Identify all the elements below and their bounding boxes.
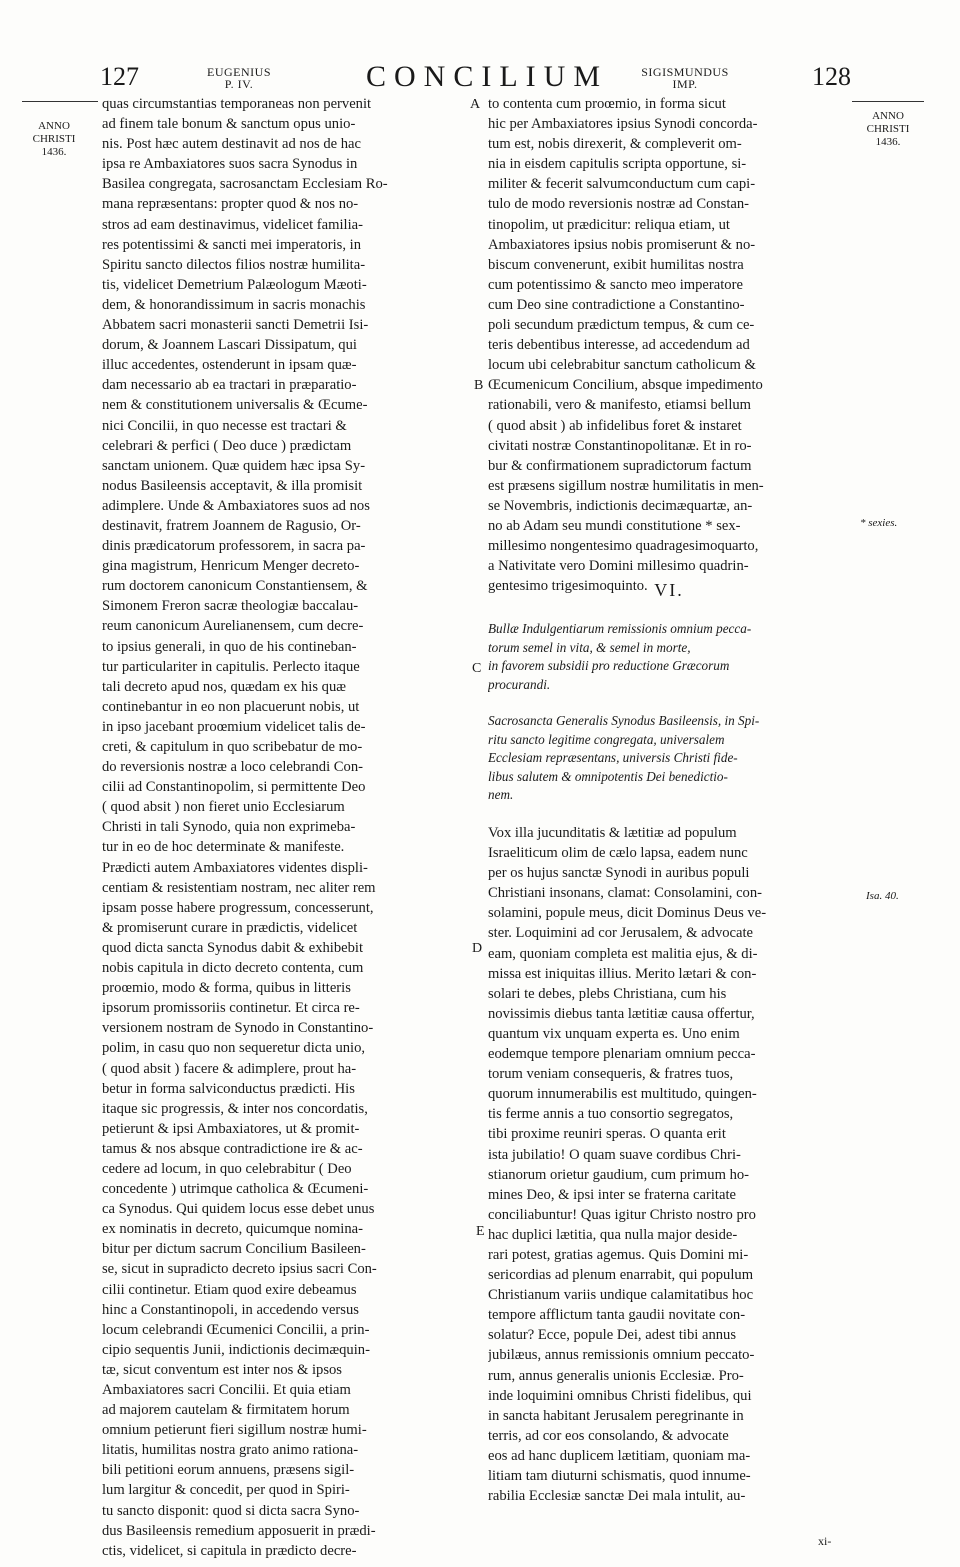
anno-label: ANNO [872,110,904,122]
text-line: Œcumenicum Concilium, absque impedimento [488,377,763,394]
text-line: dam necessario ab ea tractari in præparatio- [102,377,357,394]
text-line: Simonem Freron sacræ theologiæ baccalau- [102,598,359,615]
text-line: litatis, humilitas nostra grato animo rationa- [102,1442,359,1459]
text-line: tur in eo de hoc determinate & manifeste. [102,839,345,856]
left-margin-rule [22,101,98,102]
text-line: se, sicut in supradicto decreto ipsius sacri Con- [102,1261,377,1278]
text-line: quod dicta sancta Synodus dabit & exhibebit [102,939,364,956]
text-line: hinc a Constantinopoli, in accedendo versus [102,1301,359,1318]
text-line: stianorum orietur gaudium, cum primum ho- [488,1166,750,1183]
year-label: 1436. [875,136,901,148]
text-line: terris, ad cor eos consolando, & advocate [488,1427,729,1444]
year-label: 1436. [41,146,67,158]
text-line: rationabili, vero & manifesto, etiamsi bellum [488,397,752,414]
text-line: ex nominatis in decreto, quicumque nomina- [102,1221,363,1238]
section-letter-d: D [472,941,483,956]
bull-title [488,620,850,694]
text-line: ad majorem cautelam & firmitatem horum [102,1402,350,1419]
text-line: illuc accedentes, ostenderunt in ipsam quæ- [102,357,357,374]
text-line: ( quod absit ) ab infidelibus foret & instaret [488,417,742,434]
text-line: tulo de modo reversionis nostræ ad Constan- [488,196,750,213]
text-line: destinavit, fratrem Joannem de Ragusio, Or- [102,517,361,534]
text-line: nia in eisdem capitulis scripta opportune, si- [488,156,747,173]
text-line: teris debentibus interesse, ad accedendum ad [488,337,750,354]
text-line: ( quod absit ) facere & adimplere, prout ha- [102,1060,357,1077]
bull-address [488,712,850,805]
text-line: omnium petierunt fieri sigillum nostræ humi- [102,1422,367,1439]
text-line: missa est iniquitas illius. Merito lætari & con- [488,965,757,982]
text-line: tamus & nos absque contradictione ire & ac- [102,1140,363,1157]
text-line: continebantur in eo non placuerunt nobis, ut [102,698,360,715]
text-line: solamini, popule meus, dicit Dominus Deus ve- [488,905,767,922]
christi-label: CHRISTI [32,133,76,145]
text-line: ( quod absit ) non fieret unio Ecclesiarum [102,799,345,816]
running-head-emperor: SIGISMUNDUS [641,65,729,79]
text-line: dus Basileensis remedium apposuerit in prædi- [102,1522,376,1539]
text-line: nem & constitutionem universalis & Œcume- [102,397,368,414]
catchword: xi- [818,1534,832,1548]
text-line: quantum vix unquam experta es. Uno enim [488,1025,740,1042]
text-line: to contenta cum proœmio, in forma sicut [488,96,726,112]
text-line: bitur per dictum sacrum Concilium Basileen- [102,1241,366,1258]
text-line: Vox illa jucunditatis & lætitiæ ad populum [488,825,737,841]
text-line: Ambaxiatores ipsius nobis promiserunt & no- [488,236,756,253]
text-line: rum, annus generalis unionis Ecclesiæ. Pro- [488,1367,744,1384]
text-line: torum veniam consequeris, & fratres tuos, [488,1066,734,1083]
text-line: solari te debes, plebs Christiana, cum his [488,985,727,1002]
text-line: Christiani insonans, clamat: Consolamini, con- [488,885,763,902]
section-letter-c: C [472,661,482,676]
text-line: a Nativitate vero Domini millesimo quadrin- [488,558,749,575]
text-line: do reversionis nostræ a loco celebrandi Con- [102,759,363,776]
text-line: itaque sic progressis, & inter nos concordatis, [102,1100,368,1117]
text-line: mana repræsentans: propter quod & nos no- [102,196,359,213]
christi-label: CHRISTI [866,123,910,135]
text-line: lum largitur & concedit, per quod in Spiri- [102,1482,350,1499]
text-line: nodus Basileensis acceptavit, & illa promisit [102,477,363,494]
text-line: ritu sancto legitime congregata, universalem [488,731,725,747]
text-line: in favorem subsidii pro reductione Græcorum [488,658,730,674]
text-line: cum potentissimo & sancto meo imperatore [488,276,743,293]
text-line: cipio sequentis Junii, indictionis decimæquin- [102,1341,370,1358]
text-line: no ab Adam seu mundi constitutione * sex- [488,517,741,534]
text-line: quas circumstantias temporaneas non pervenit [102,96,372,112]
text-line: tempore afflictum tanta gaudii novitate con- [488,1307,746,1324]
section-letter-a: A [470,97,481,112]
text-line: nis. Post hæc autem destinavit ad nos de hac [102,136,361,153]
text-line: celebrari & perfici ( Deo duce ) prædictam [102,437,352,454]
text-line: ipsa re Ambaxiatores suos sacra Synodus in [102,156,358,173]
text-line: jubilæus, annus remissionis omnium peccato- [488,1347,755,1364]
text-line: bur & confirmationem supradictorum factum [488,457,752,474]
text-line: tali decreto apud nos, quædam ex his quæ [102,678,346,695]
text-line: cedere ad locum, in quo celebrabitur ( Deo [102,1160,352,1177]
text-line: millesimo nongentesimo quadragesimoquarto, [488,538,759,555]
text-line: ista jubilatio! O quam suave cordibus Chri- [488,1146,741,1163]
running-head-pope-number: P. IV. [224,77,254,91]
text-line: hic per Ambaxiatores ipsius Synodi concorda- [488,116,758,133]
text-line: nici Concilii, in quo necesse est tractari & [102,417,347,434]
text-line: biscum convenerunt, exibit humilitas nostra [488,256,744,273]
text-line: inde loquimini omnibus Christi fidelibus, qui [488,1387,752,1404]
text-line: to ipsius generali, in quo de his contineban- [102,638,357,655]
text-line: ctis, videlicet, si capitula in prædicto decre- [102,1542,357,1559]
text-line: Israeliticum olim de cælo lapsa, eadem nunc [488,845,748,862]
text-line: tinopolim, ut prædicitur: reliqua etiam, ut [488,216,730,233]
text-line: nem. [488,787,514,803]
text-line: Sacrosancta Generalis Synodus Basileensis, in Spi- [488,713,760,728]
text-line: ipsam posse habere progressum, concesserunt, [102,899,374,916]
text-line: sericordias ad plenum enarrabit, qui populum [488,1267,754,1284]
running-head-emperor-title: IMP. [672,77,698,91]
text-line: & promiserunt curare in prædictis, videlicet [102,919,358,936]
left-year-note [22,120,86,159]
text-line: cum Deo sine contradictione a Constantino- [488,296,745,313]
text-line: militer & fecerit salvumconductum cum capi- [488,176,756,193]
text-line: tis, videlicet Demetrium Palæologum Mæoti- [102,276,367,293]
text-line: Christi in tali Synodo, quia non exprimeba- [102,819,356,836]
text-line: bili petitioni eorum annuens, præsens sigil- [102,1462,355,1479]
section-number: VI. [654,580,684,600]
text-line: in sancta habitant Jerusalem peregrinante in [488,1407,744,1424]
text-line: torum semel in vita, & semel in morte, [488,639,691,655]
text-line: libus salutem & omnipotentis Dei benedictio- [488,768,728,784]
text-line: versionem nostram de Synodo in Constantino- [102,1020,374,1037]
text-line: dinis prædicatorum professorem, in sacra pa- [102,538,366,555]
text-line: proœmio, modo & forma, quibus in litteris [102,980,351,997]
text-line: Bullæ Indulgentiarum remissionis omnium pecca- [488,621,752,636]
text-line: novissimis diebus tanta lætitiæ causa offertur, [488,1005,755,1022]
text-line: quorum innumerabilis est multitudo, quingen- [488,1086,757,1103]
text-line: Basilea congregata, sacrosanctam Ecclesiam Ro- [102,176,388,193]
text-line: tis ferme annis a tuo consortio segregatos, [488,1106,734,1123]
running-head-pope: EUGENIUS [207,65,271,79]
text-line: stros ad eam destinavimus, videlicet familia- [102,216,363,233]
left-page-number: 127 [100,62,139,91]
text-line: concedente ) utrimque catholica & Œcumeni- [102,1181,369,1198]
text-line: se Novembris, indictionis decimæquartæ, an- [488,497,753,514]
right-page-number: 128 [812,62,851,91]
text-line: tibi proxime reuniri speras. O quanta erit [488,1126,726,1143]
text-line: rabilia Ecclesiæ sanctæ Dei mala intulit, au- [488,1488,746,1505]
text-line: in ipso jacebant proœmium videlicet talis de- [102,718,366,735]
text-line: rum doctorem canonicum Constantiensem, & [102,578,368,595]
text-line: centiam & resistentiam nostram, nec aliter rem [102,879,376,896]
text-line: Christianum variis undique calamitatibus hoc [488,1287,754,1304]
text-line: gina magistrum, Henricum Menger decreto- [102,558,360,575]
text-line: conciliabuntur! Quas igitur Christo nostro pro [488,1206,756,1223]
text-line: tu sancto disponit: quod si dicta sacra Syno- [102,1502,360,1519]
text-line: cilii continetur. Etiam quod exire debeamus [102,1281,357,1298]
text-line: petierunt & ipsi Ambaxiatores, ut & promit- [102,1120,360,1137]
text-line: locum celebrandi Œcumenici Concilii, a prin- [102,1321,370,1338]
text-line: poli secundum prædictum tempus, & cum ce- [488,317,755,334]
page-title: CONCILIUM [366,60,608,93]
text-line: tæ, sicut conventum est inter nos & ipsos [102,1361,342,1378]
text-line: est præsens sigillum nostræ humilitatis in men- [488,477,764,494]
right-year-note [852,110,924,149]
text-line: gentesimo trigesimoquinto. [488,578,648,595]
text-line: creti, & capitulum in quo scribebatur de mo- [102,739,363,755]
text-line: Spiritu sancto dilectos filios nostræ humilita- [102,256,366,273]
section-letter-e: E [476,1224,485,1239]
text-line: adimplere. Unde & Ambaxiatores suos ad nos [102,497,370,514]
text-line: litiam tam diuturni schismatis, quod innume- [488,1468,751,1484]
text-line: mines Deo, & ipsi inter se fraterna caritate [488,1186,736,1203]
anno-label: ANNO [38,120,70,132]
text-line: betur in forma salviconductus prædicti. His [102,1080,355,1097]
text-line: Ambaxiatores sacri Concilii. Et quia etiam [102,1382,351,1398]
right-running-head [622,66,748,90]
text-line: per os hujus sanctæ Synodi in auribus populi [488,865,750,882]
text-line: ster. Loquimini ad cor Jerusalem, & advocate [488,925,754,942]
text-line: eam, quoniam completa est malitia ejus, & di- [488,945,758,962]
text-line: ipsorum promissoriis continetur. Et circa re- [102,1000,360,1017]
left-running-head [196,66,282,90]
text-line: dem, & honorandissimum in sacris monachis [102,296,366,313]
right-text-column-bottom [488,823,850,1506]
text-line: sanctam unionem. Quæ quidem hæc ipsa Sy- [102,457,366,474]
text-line: tur particulariter in capitulis. Perlecto itaque [102,658,360,675]
text-line: eos ad hanc duplicem lætitiam, quoniam ma- [488,1447,751,1464]
text-line: hac duplici lætitia, qua nulla major deside- [488,1226,738,1243]
text-line: dorum, & Joannem Lascari Dissipatum, qui [102,337,357,354]
text-line: civitati nostræ Constantinopolitanæ. Et in ro- [488,437,752,454]
text-line: ca Synodus. Qui quidem locus esse debet unus [102,1201,375,1218]
text-line: cilii ad Constantinopolim, si permittente Deo [102,779,366,796]
text-line: eodemque tempore plenariam omnium pecca- [488,1046,756,1063]
text-line: ad finem tale bonum & sanctum opus unio- [102,116,356,133]
text-line: tum est, nobis direxerit, & compleverit om- [488,136,742,153]
text-line: rari potest, gratias agemus. Quis Domini mi- [488,1246,749,1263]
text-line: nobis capitula in dicto decreto contenta, cum [102,960,364,977]
text-line: Ecclesiam repræsentans, universis Christi fide- [488,750,738,766]
text-line: polim, in casu quo non sequeretur dicta unio, [102,1040,366,1057]
section-letter-b: B [474,378,484,393]
text-line: Prædicti autem Ambaxiatores videntes displi- [102,859,368,876]
text-line: procurandi. [488,676,551,692]
sexies-margin-note: * sexies. [860,517,898,529]
isaiah-margin-note: Isa. 40. [866,890,899,902]
right-margin-rule [852,101,924,102]
text-line: solatur? Ecce, popule Dei, adest tibi annus [488,1327,737,1344]
text-line: locum ubi celebrabitur sanctum catholicum & [488,357,756,374]
left-text-column [102,94,468,1561]
text-line: Abbatem sacri monasterii sancti Demetrii Isi- [102,317,369,334]
right-text-column-top [488,94,850,596]
text-line: res potentissimi & sancti mei imperatoris, in [102,236,361,253]
text-line: reum canonicum Aurelianensem, cum decre- [102,618,364,635]
